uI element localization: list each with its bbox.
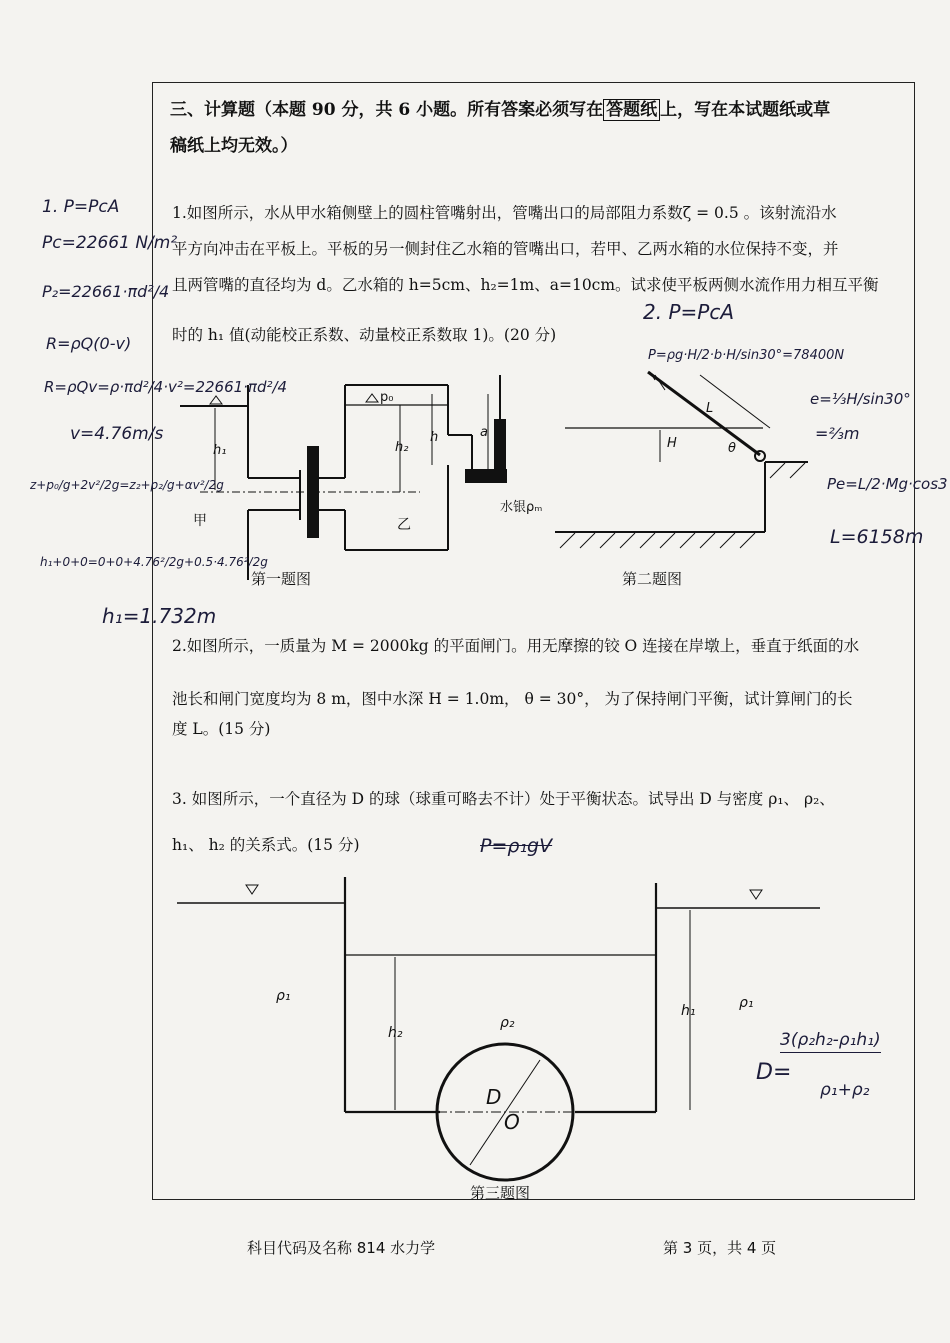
handwriting-12: e=⅓H/sin30°: [810, 390, 911, 408]
q3-line1: 3. 如图所示，一个直径为 D 的球（球重可略去不计）处于平衡状态。试导出 D 与密度 ρ₁、 ρ₂、: [172, 790, 835, 808]
q3-label-O: O: [504, 1110, 520, 1134]
handwriting-3: P₂=22661·πd²/4: [42, 282, 170, 301]
q1-figure-caption: 第一题图: [251, 570, 312, 588]
handwriting-15: L=6158m: [830, 526, 924, 548]
handwriting-5: R=ρQv=ρ·πd²/4·v²=22661·πd²/4: [44, 378, 288, 396]
handwriting-14: Pe=L/2·Mg·cos3: [827, 475, 948, 493]
handwriting-17-lhs: D=: [756, 1060, 792, 1085]
section-title-line2: 稿纸上均无效。）: [170, 136, 298, 156]
handwriting-2: Pc=22661 N/m²: [42, 233, 178, 253]
q1-line1: 1.如图所示，水从甲水箱侧壁上的圆柱管嘴射出，管嘴出口的局部阻力系数ζ = 0.5 。该射流沿水: [172, 204, 837, 222]
footer-page-number: 第 3 页，共 4 页: [663, 1239, 777, 1257]
handwriting-17-num: 3(ρ₂h₂-ρ₁h₁): [780, 1030, 881, 1053]
q3-label-h1: h₁: [681, 1003, 696, 1019]
handwriting-9: h₁=1.732m: [102, 604, 217, 628]
handwriting-6: v=4.76m/s: [70, 424, 164, 444]
handwriting-1: 1. P=PcA: [42, 197, 120, 217]
q3-label-h2: h₂: [388, 1025, 403, 1041]
q1-label-jia: 甲: [193, 513, 207, 529]
q2-figure-caption: 第二题图: [622, 570, 683, 588]
q3-label-rho2: ρ₂: [500, 1015, 515, 1031]
q3-figure-caption: 第三题图: [470, 1184, 531, 1202]
footer-subject: 科目代码及名称 814 水力学: [247, 1239, 436, 1257]
q1-label-h2: h₂: [395, 440, 409, 455]
q3-label-D: D: [486, 1085, 502, 1109]
q1-label-h1: h₁: [213, 443, 227, 458]
handwriting-11: P=ρg·H/2·b·H/sin30°=78400N: [648, 348, 845, 363]
q2-label-L: L: [706, 401, 714, 416]
q1-line3: 且两管嘴的直径均为 d。乙水箱的 h=5cm、h₂=1m、a=10cm。试求使平板两侧水流作用力相互平衡: [172, 276, 879, 294]
answer-sheet-box: 答题纸: [603, 99, 660, 121]
handwriting-16: P=ρ₁gV: [480, 835, 553, 857]
handwriting-13: =⅔m: [815, 424, 860, 443]
q2-line1: 2.如图所示，一质量为 M = 2000kg 的平面闸门。用无摩擦的铰 O 连接在岸墩上，垂直于纸面的水: [172, 637, 860, 655]
q3-label-rho1-left: ρ₁: [276, 988, 291, 1004]
q3-line2: h₁、 h₂ 的关系式。(15 分): [172, 836, 360, 854]
q1-line2: 平方向冲击在平板上。平板的另一侧封住乙水箱的管嘴出口，若甲、乙两水箱的水位保持不变，并: [172, 240, 839, 258]
q2-line3: 度 L。(15 分): [172, 720, 271, 738]
q3-label-rho1-right: ρ₁: [739, 995, 754, 1011]
q1-label-a: a: [480, 425, 488, 440]
handwriting-17-den: ρ₁+ρ₂: [820, 1080, 870, 1100]
q2-label-theta: θ: [728, 441, 736, 456]
handwriting-8: h₁+0+0=0+0+4.76²/2g+0.5·4.76²/2g: [40, 555, 268, 569]
handwriting-7: z+p₀/g+2v²/2g=z₂+p₂/g+αv²/2g: [30, 478, 224, 492]
q1-label-h: h: [430, 430, 439, 445]
q1-line4: 时的 h₁ 值(动能校正系数、动量校正系数取 1)。(20 分): [172, 326, 557, 344]
q2-line2: 池长和闸门宽度均为 8 m，图中水深 H = 1.0m， θ = 30°， 为了保持闸门平衡，试计算闸门的长: [172, 690, 853, 708]
q1-label-mercury: 水银ρₘ: [500, 500, 543, 515]
q1-label-p0: p₀: [380, 390, 394, 405]
handwriting-10: 2. P=PcA: [643, 300, 734, 324]
section-title-line1: 三、计算题（本题 90 分，共 6 小题。所有答案必须写在 答题纸 上，写在本试题纸或草: [170, 100, 831, 120]
q2-label-H: H: [667, 436, 677, 451]
handwriting-4: R=ρQ(0-v): [46, 334, 132, 353]
q1-label-yi: 乙: [397, 517, 411, 533]
